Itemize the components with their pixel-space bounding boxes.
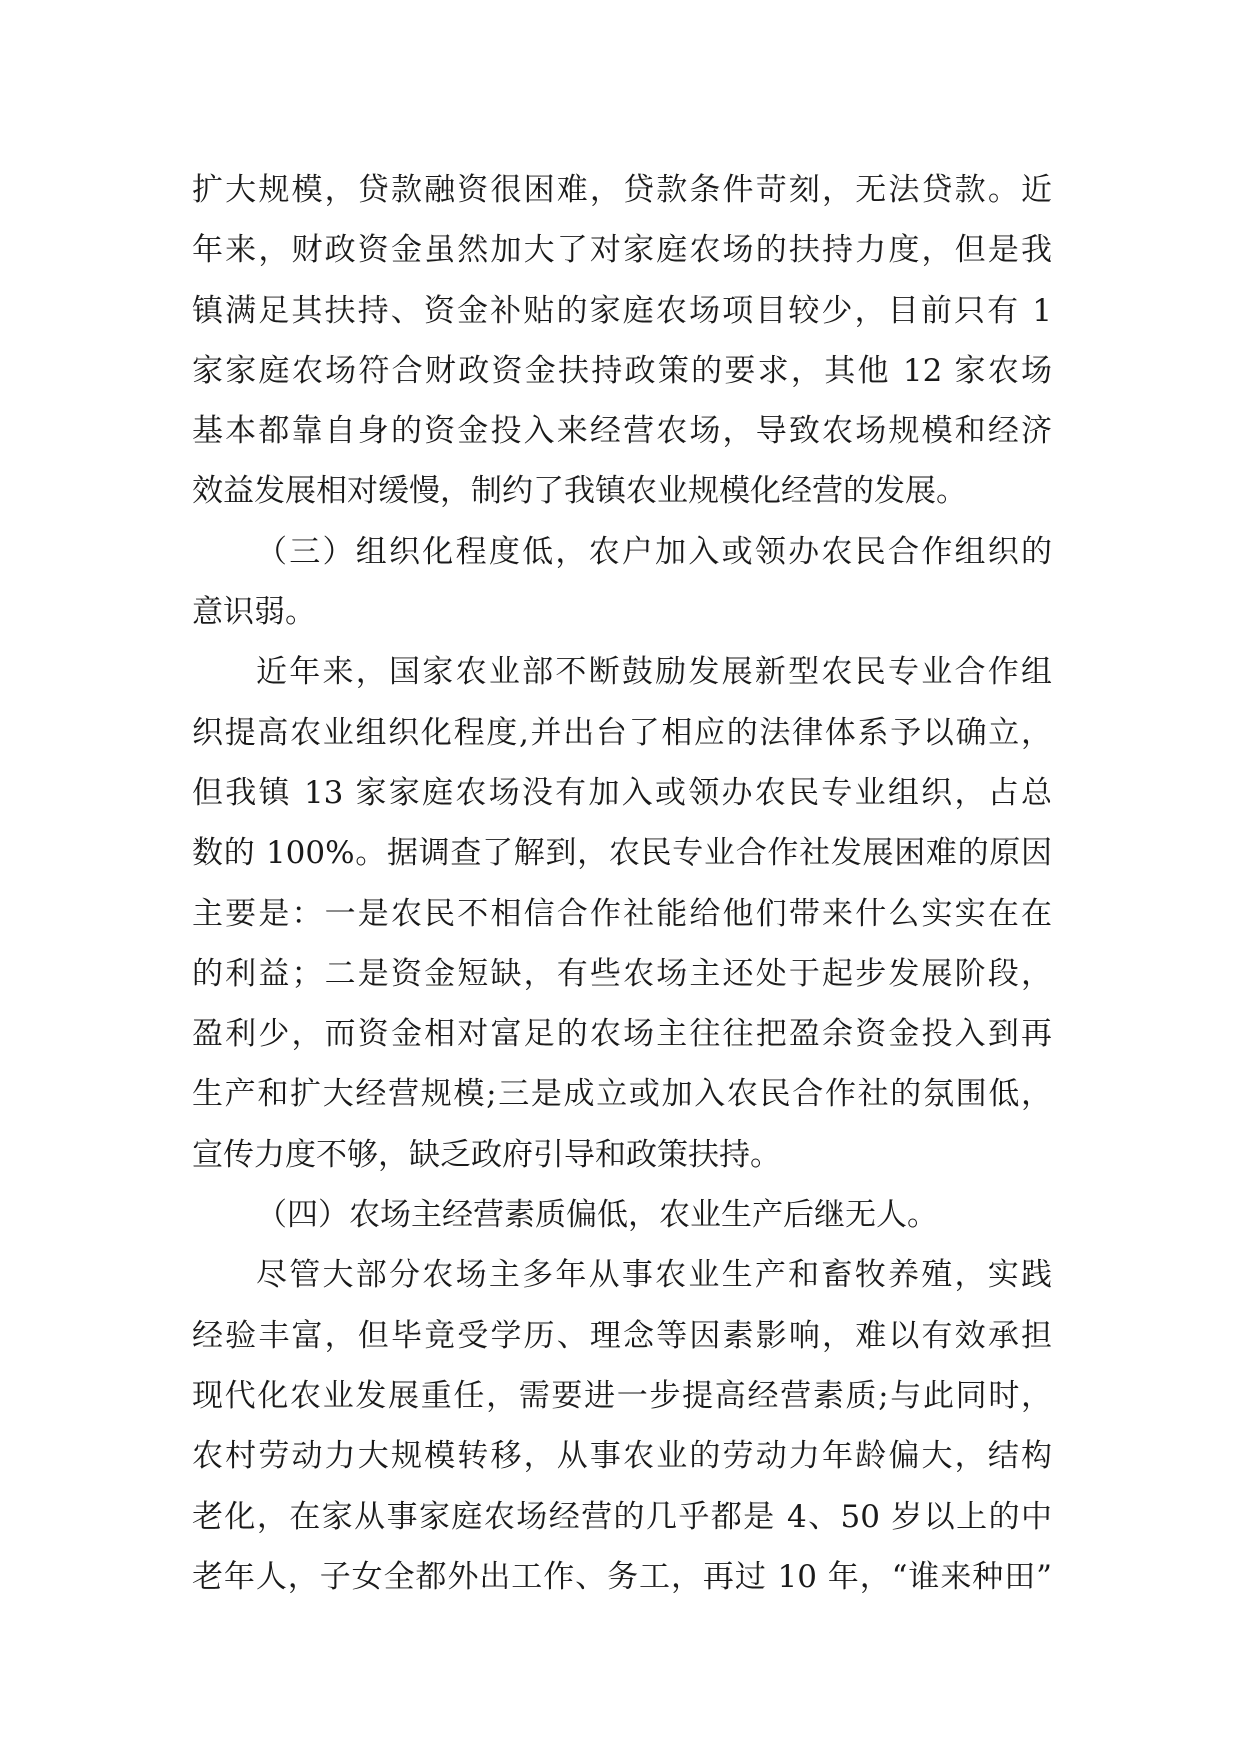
text-line: 生产和扩大经营规模;三是成立或加入农民合作社的氛围低， bbox=[192, 1076, 1052, 1113]
text-line: 织提高农业组织化程度,并出台了相应的法律体系予以确立， bbox=[192, 714, 1052, 751]
text-line: 数的 100%。据调查了解到，农民专业合作社发展困难的原因 bbox=[192, 835, 1052, 872]
section-heading: （四）农场主经营素质偏低，农业生产后继无人。 bbox=[256, 1197, 938, 1234]
section-heading: （三）组织化程度低，农户加入或领办农民合作组织的 bbox=[256, 533, 1052, 570]
text-line: 主要是：一是农民不相信合作社能给他们带来什么实实在在 bbox=[192, 895, 1052, 932]
text-line: 经验丰富，但毕竟受学历、理念等因素影响，难以有效承担 bbox=[192, 1317, 1052, 1354]
text-line: 尽管大部分农场主多年从事农业生产和畜牧养殖，实践 bbox=[256, 1257, 1052, 1294]
text-line: 老化，在家从事家庭农场经营的几乎都是 4、50 岁以上的中 bbox=[192, 1498, 1052, 1535]
section-heading-continuation: 意识弱。 bbox=[192, 594, 316, 631]
text-line: 扩大规模，贷款融资很困难，贷款条件苛刻，无法贷款。近 bbox=[192, 172, 1052, 208]
text-line: 农村劳动力大规模转移，从事农业的劳动力年龄偏大，结构 bbox=[192, 1438, 1052, 1475]
text-line: 老年人，子女全都外出工作、务工，再过 10 年，“谁来种田” bbox=[192, 1558, 1052, 1595]
text-line: 基本都靠自身的资金投入来经营农场，导致农场规模和经济 bbox=[192, 413, 1052, 450]
text-line: 年来，财政资金虽然加大了对家庭农场的扶持力度，但是我 bbox=[192, 232, 1052, 269]
text-line: 但我镇 13 家家庭农场没有加入或领办农民专业组织，占总 bbox=[192, 774, 1052, 811]
text-line: 效益发展相对缓慢，制约了我镇农业规模化经营的发展。 bbox=[192, 473, 967, 510]
text-line: 的利益；二是资金短缺，有些农场主还处于起步发展阶段， bbox=[192, 955, 1052, 992]
text-line: 镇满足其扶持、资金补贴的家庭农场项目较少，目前只有 1 bbox=[192, 292, 1052, 329]
text-line: 家家庭农场符合财政资金扶持政策的要求，其他 12 家农场 bbox=[192, 352, 1052, 389]
document-body bbox=[192, 160, 1052, 1607]
text-line: 现代化农业发展重任，需要进一步提高经营素质;与此同时， bbox=[192, 1377, 1052, 1414]
text-line: 近年来，国家农业部不断鼓励发展新型农民专业合作组 bbox=[256, 654, 1052, 691]
text-line: 盈利少，而资金相对富足的农场主往往把盈余资金投入到再 bbox=[192, 1016, 1052, 1053]
text-line: 宣传力度不够，缺乏政府引导和政策扶持。 bbox=[192, 1136, 781, 1173]
